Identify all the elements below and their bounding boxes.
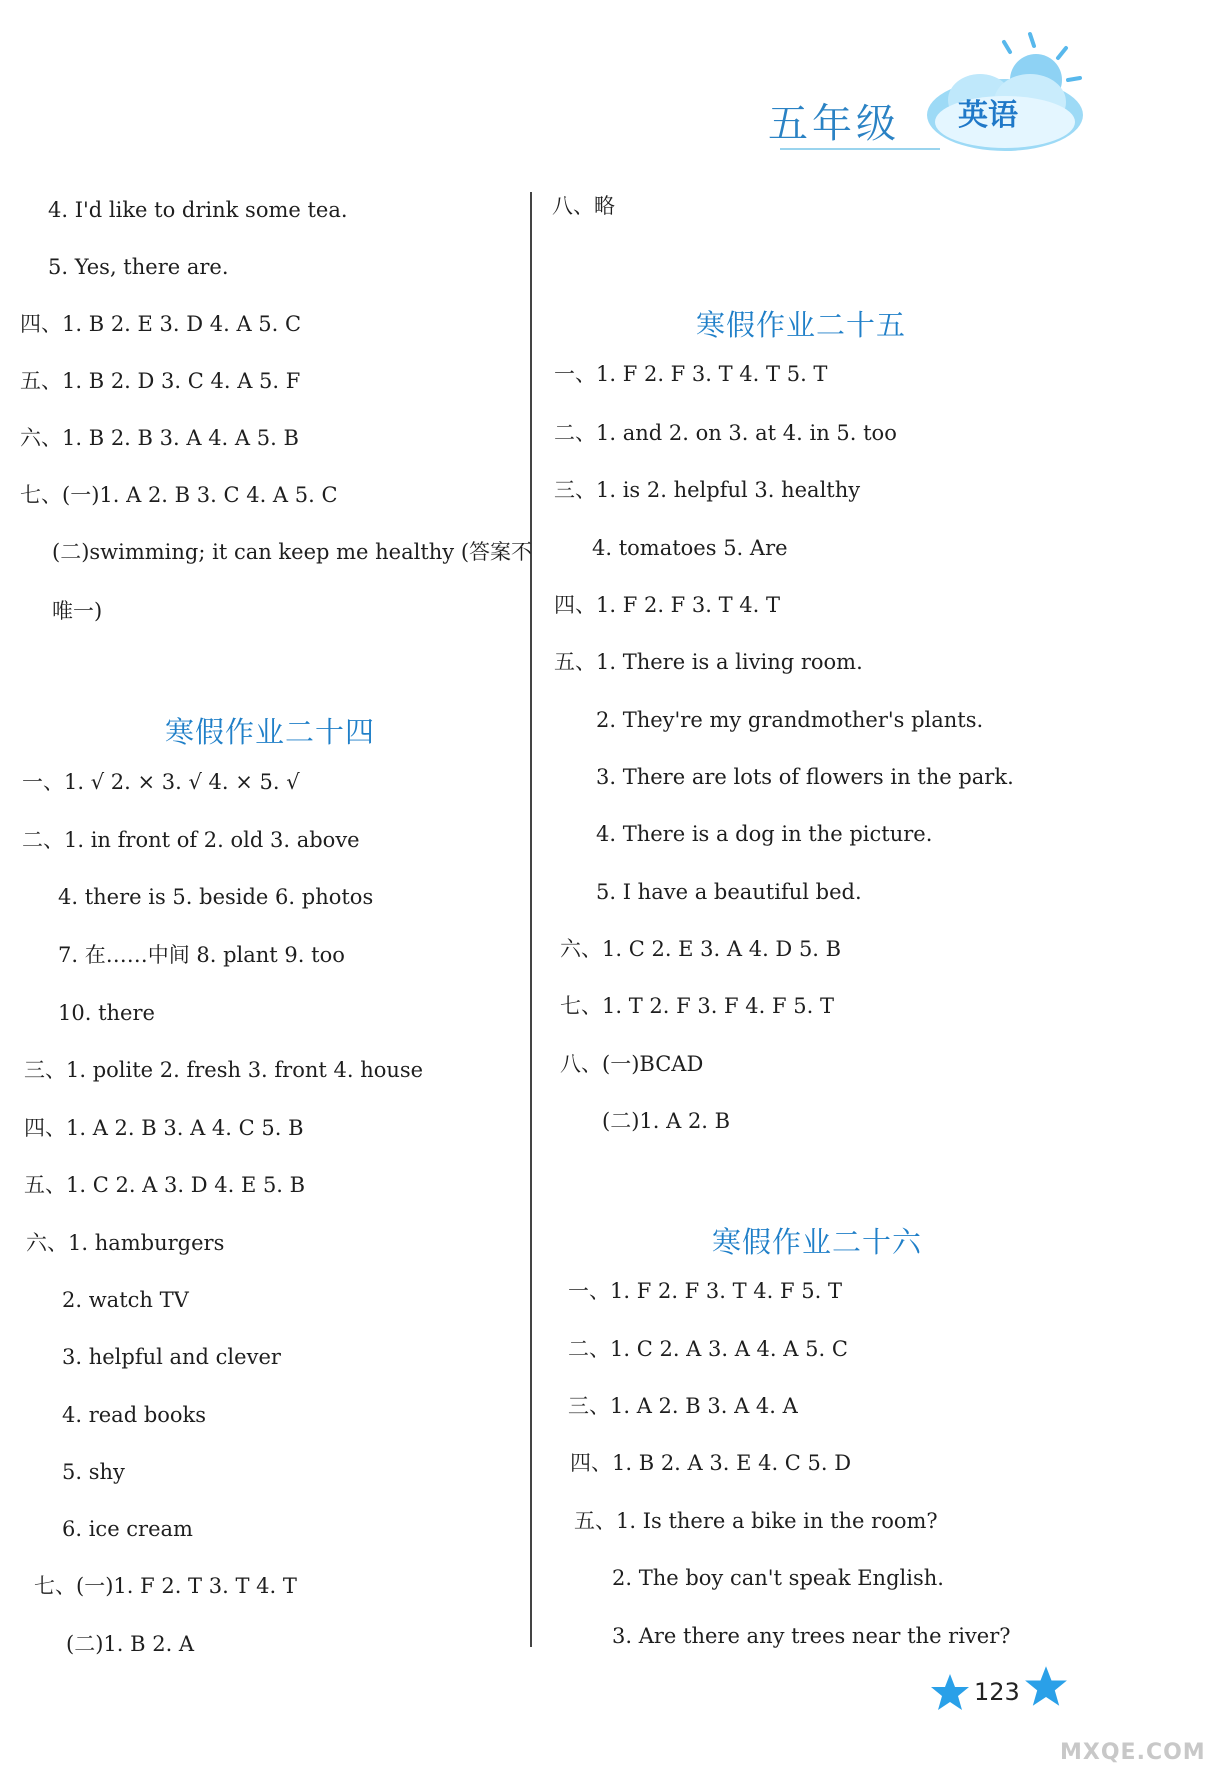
answer-line: 八、(一)BCAD — [560, 1052, 704, 1076]
answer-line: 4. I'd like to drink some tea. — [48, 198, 348, 222]
answer-line: 七、(一)1. A 2. B 3. C 4. A 5. C — [20, 483, 338, 507]
section-title: 寒假作业二十四 — [165, 715, 376, 749]
answer-line: (二)1. B 2. A — [66, 1632, 195, 1656]
section-title: 寒假作业二十五 — [696, 308, 907, 342]
star-icon — [1024, 1664, 1068, 1708]
answer-line: 五、1. Is there a bike in the room? — [574, 1509, 938, 1533]
header-divider — [780, 148, 940, 150]
answer-line: 四、1. B 2. E 3. D 4. A 5. C — [20, 312, 302, 336]
answer-line: 3. Are there any trees near the river? — [612, 1624, 1011, 1648]
answer-line: 6. ice cream — [62, 1517, 193, 1541]
answer-line: 二、1. C 2. A 3. A 4. A 5. C — [568, 1337, 848, 1361]
answer-line: 七、(一)1. F 2. T 3. T 4. T — [34, 1574, 297, 1598]
answer-line: 八、略 — [552, 194, 615, 218]
answer-line: 三、1. polite 2. fresh 3. front 4. house — [24, 1058, 424, 1082]
answer-line: 5. shy — [62, 1460, 125, 1484]
answer-line: 六、1. hamburgers — [26, 1231, 225, 1255]
subject-label: 英语 — [958, 98, 1018, 133]
answer-line: 4. There is a dog in the picture. — [596, 822, 933, 846]
answer-line: 2. watch TV — [62, 1288, 189, 1312]
answer-line: 七、1. T 2. F 3. F 4. F 5. T — [560, 994, 834, 1018]
answer-line: 4. tomatoes 5. Are — [592, 536, 788, 560]
answer-line: 5. I have a beautiful bed. — [596, 880, 862, 904]
star-icon — [930, 1672, 970, 1712]
answer-line: 10. there — [58, 1001, 155, 1025]
answer-line: 二、1. and 2. on 3. at 4. in 5. too — [554, 421, 897, 445]
page-header — [0, 0, 1190, 170]
answer-line: 五、1. There is a living room. — [554, 650, 863, 674]
answer-line: 二、1. in front of 2. old 3. above — [22, 828, 360, 852]
watermark: MXQE.COM — [1060, 1740, 1206, 1765]
answer-line: (二)swimming; it can keep me healthy (答案不 — [52, 540, 533, 564]
answer-line: 一、1. √ 2. × 3. √ 4. × 5. √ — [22, 770, 300, 794]
answer-line: 三、1. A 2. B 3. A 4. A — [568, 1394, 798, 1418]
answer-line: 四、1. A 2. B 3. A 4. C 5. B — [24, 1116, 304, 1140]
answer-line: 2. The boy can't speak English. — [612, 1566, 944, 1590]
section-title: 寒假作业二十六 — [712, 1225, 923, 1259]
answer-line: (二)1. A 2. B — [602, 1109, 731, 1133]
answer-line: 一、1. F 2. F 3. T 4. F 5. T — [568, 1279, 842, 1303]
answer-line: 7. 在……中间 8. plant 9. too — [58, 943, 345, 967]
answer-line: 五、1. B 2. D 3. C 4. A 5. F — [20, 369, 301, 393]
answer-line: 4. read books — [62, 1403, 207, 1427]
grade-label: 五年级 — [768, 101, 900, 147]
answer-line: 四、1. B 2. A 3. E 4. C 5. D — [570, 1451, 852, 1475]
answer-line: 3. helpful and clever — [62, 1345, 281, 1369]
answer-line: 4. there is 5. beside 6. photos — [58, 885, 374, 909]
answer-line: 2. They're my grandmother's plants. — [596, 708, 984, 732]
answer-line: 唯一) — [52, 599, 103, 623]
page-number: 123 — [974, 1678, 1020, 1706]
answer-line: 5. Yes, there are. — [48, 255, 229, 279]
answer-line: 五、1. C 2. A 3. D 4. E 5. B — [24, 1173, 306, 1197]
answer-line: 三、1. is 2. helpful 3. healthy — [554, 478, 861, 502]
answer-line: 3. There are lots of flowers in the park. — [596, 765, 1014, 789]
answer-line: 一、1. F 2. F 3. T 4. T 5. T — [554, 362, 828, 386]
answer-line: 六、1. C 2. E 3. A 4. D 5. B — [560, 937, 842, 961]
answer-line: 六、1. B 2. B 3. A 4. A 5. B — [20, 426, 299, 450]
column-divider — [530, 192, 532, 1647]
answer-line: 四、1. F 2. F 3. T 4. T — [554, 593, 781, 617]
